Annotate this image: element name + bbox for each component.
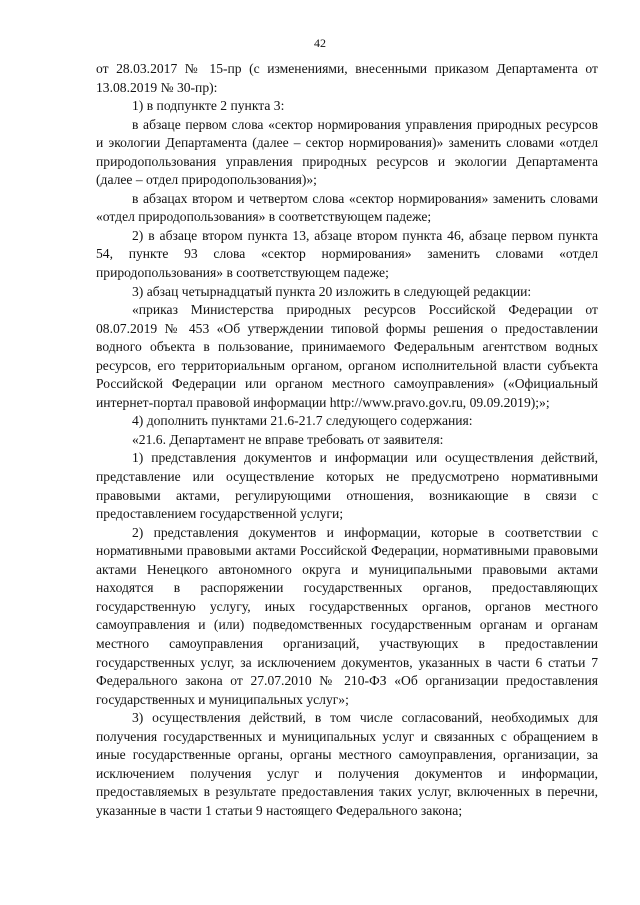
- paragraph-order-quote: «приказ Министерства природных ресурсов Российской Федерации от 08.07.2019 № 453 «Об утверждении типовой формы решения о предоставлении водного объекта в пользование, принимаемого Федеральным агентством водных ресурсов, его территориальным органом, органом исполнительной власти субъекта Российской Федерации или органом местного самоуправления» («Официальный интернет-портал правовой информации http://www.pravo.gov.ru, 09.09.2019);»;: [96, 302, 598, 410]
- paragraph-item-2: 2) в абзаце втором пункта 13, абзаце втором пункта 46, абзаце первом пункта 54, пункте 93 слова «сектор нормирования» заменить словами «отдел природопользования» в соответствующем падеже;: [96, 227, 598, 281]
- paragraph-item-1: 1) в подпункте 2 пункта 3:: [132, 98, 285, 114]
- document-body: [96, 60, 598, 820]
- paragraph-sub-1: 1) представления документов и информации или осуществления действий, представление или осуществление которых не предусмотрено нормативными правовыми актами, регулирующими отношения, возникающие в связи с предоставлением государственной услуги;: [96, 450, 598, 522]
- paragraph-21-6: «21.6. Департамент не вправе требовать от заявителя:: [132, 431, 444, 447]
- page-number: 42: [314, 36, 326, 50]
- paragraph-item-3: 3) абзац четырнадцатый пункта 20 изложить в следующей редакции:: [132, 283, 532, 299]
- paragraph-sub-2: 2) представления документов и информации, которые в соответствии с нормативными правовыми актами Российской Федерации, нормативными правовыми актами Ненецкого автономного округа и муниципальными правовыми актами находятся в распоряжении государственных органов, предоставляющих государственную услугу, иных государственных органов, органов местного самоуправления и (или) подведомственных государственным органам и органам местного самоуправления организаций, участвующих в предоставлении государственных услуг, за исключением документов, указанных в части 6 статьи 7 Федерального закона от 27.07.2010 № 210-ФЗ «Об организации предоставления государственных и муниципальных услуг»;: [96, 524, 598, 707]
- paragraph-second-fourth-abzac: в абзацах втором и четвертом слова «сектор нормирования» заменить словами «отдел природопользования» в соответствующем падеже;: [96, 190, 598, 225]
- paragraph-item-4: 4) дополнить пунктами 21.6-21.7 следующего содержания:: [132, 413, 473, 429]
- paragraph-first-abzac: в абзаце первом слова «сектор нормирования управления природных ресурсов и экологии Департамента (далее – сектор нормирования)» заменить словами «отдел природопользования управления природных ресурсов и экологии Департамента (далее – отдел природопользования)»;: [96, 116, 598, 188]
- paragraph-continuation: от 28.03.2017 № 15-пр (с изменениями, внесенными приказом Департамента от 13.08.2019 № 30-пр):: [96, 61, 598, 95]
- paragraph-sub-3: 3) осуществления действий, в том числе согласований, необходимых для получения государственных и муниципальных услуг и связанных с обращением в иные государственные органы, органы местного самоуправления, организации, за исключением получения услуг и получения документов и информации, предоставляемых в результате предоставления таких услуг, включенных в перечни, указанные в части 1 статьи 9 настоящего Федерального закона;: [96, 710, 598, 818]
